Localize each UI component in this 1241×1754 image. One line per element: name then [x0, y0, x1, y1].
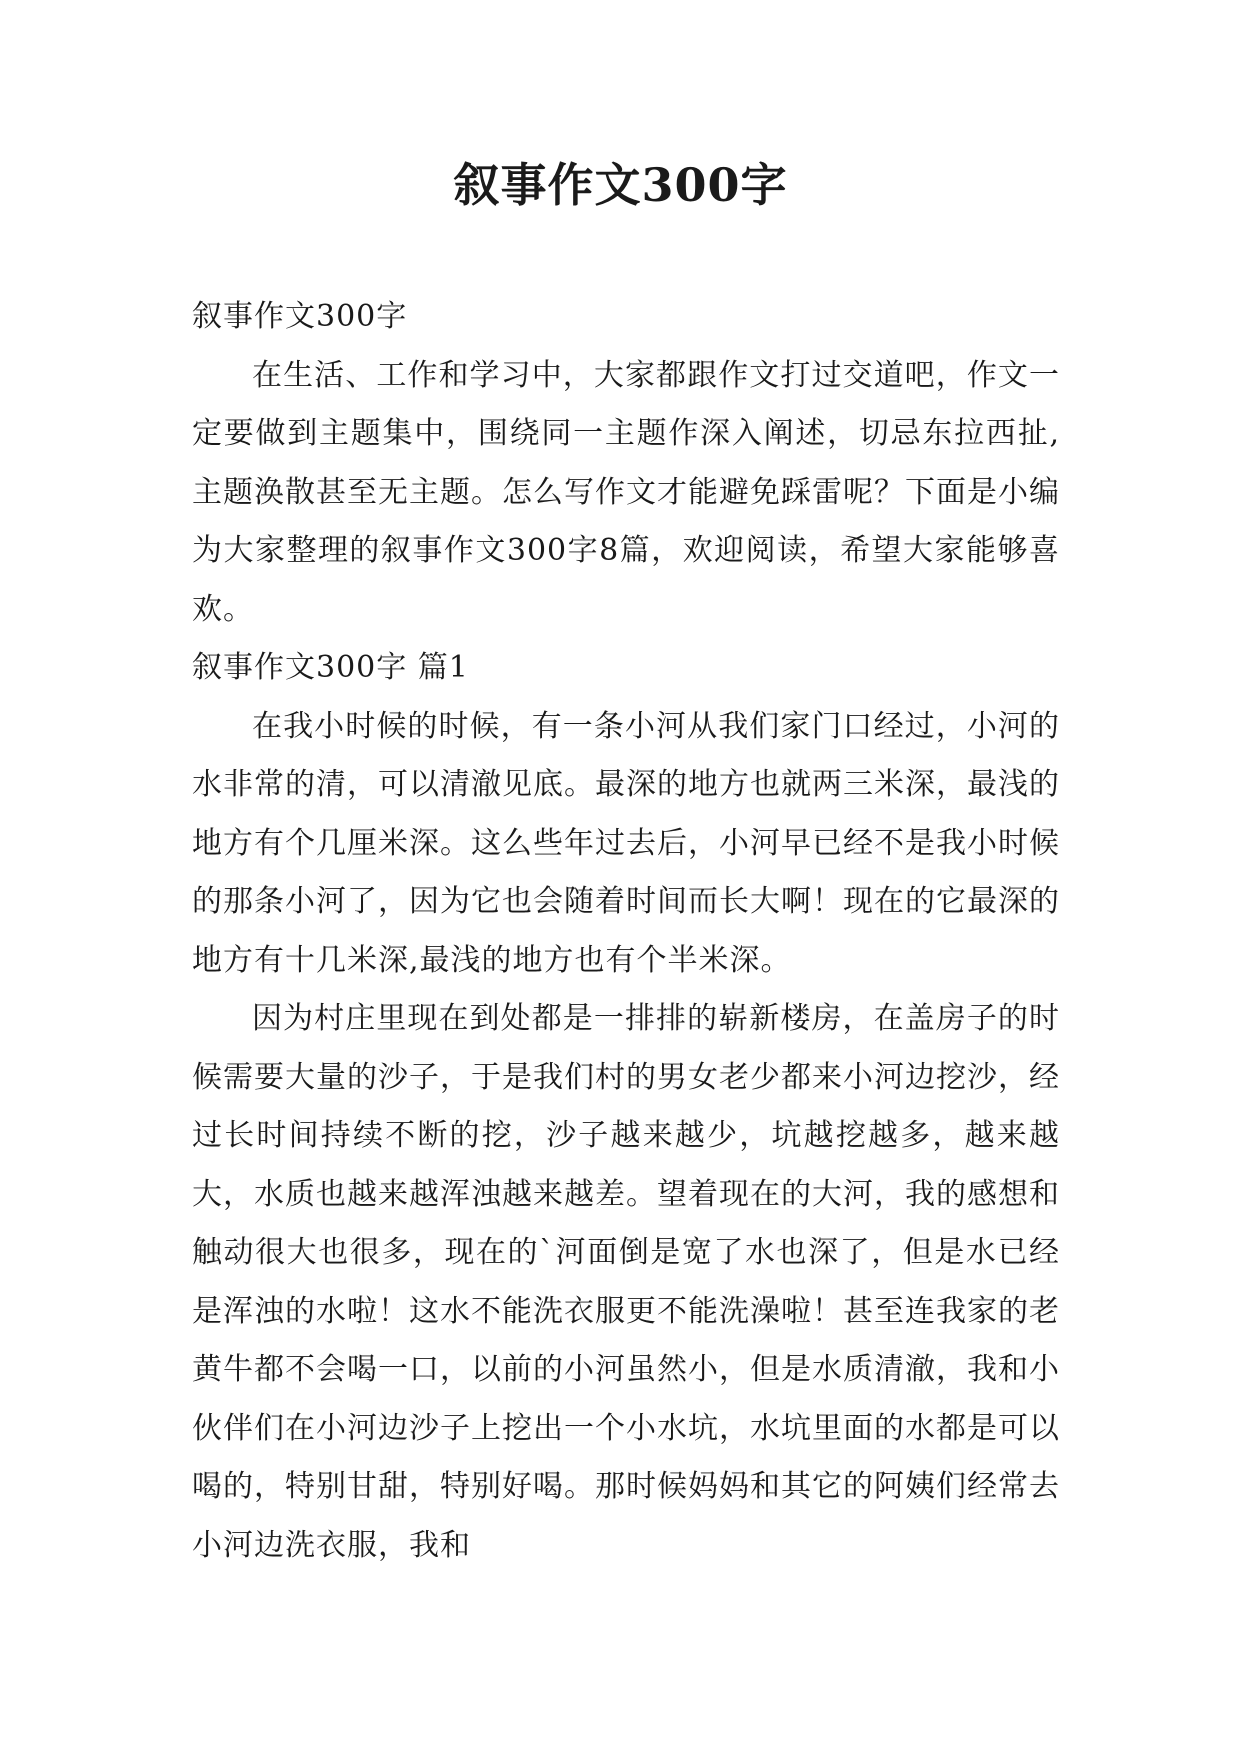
essay-heading: 叙事作文300字 篇1 [192, 650, 469, 685]
essay-paragraph: 在我小时候的时候，有一条小河从我们家门口经过，小河的水非常的清，可以清澈见底。最深的地方也就两三米深，最浅的地方有个几厘米深。这么些年过去后，小河早已经不是我小时候的那条小河了，因为它也会随着时间而长大啊！现在的它最深的地方有十几米深,最浅的地方也有个半米深。 [192, 708, 1060, 978]
document-body [192, 288, 1060, 1575]
document-title: 叙事作文300字 [453, 158, 788, 212]
section-heading: 叙事作文300字 [192, 299, 408, 334]
intro-paragraph: 在生活、工作和学习中，大家都跟作文打过交道吧，作文一定要做到主题集中，围绕同一主题作深入阐述，切忌东拉西扯,主题涣散甚至无主题。怎么写作文才能避免踩雷呢？下面是小编为大家整理的叙事作文300字8篇，欢迎阅读，希望大家能够喜欢。 [192, 357, 1060, 627]
essay-paragraph: 因为村庄里现在到处都是一排排的崭新楼房，在盖房子的时候需要大量的沙子，于是我们村的男女老少都来小河边挖沙，经过长时间持续不断的挖，沙子越来越少，坑越挖越多，越来越大，水质也越来越浑浊越来越差。望着现在的大河，我的感想和触动很大也很多，现在的`河面倒是宽了水也深了，但是水已经是浑浊的水啦！这水不能洗衣服更不能洗澡啦！甚至连我家的老黄牛都不会喝一口，以前的小河虽然小，但是水质清澈，我和小伙伴们在小河边沙子上挖出一个小水坑，水坑里面的水都是可以喝的，特别甘甜，特别好喝。那时候妈妈和其它的阿姨们经常去小河边洗衣服，我和 [192, 1001, 1060, 1563]
